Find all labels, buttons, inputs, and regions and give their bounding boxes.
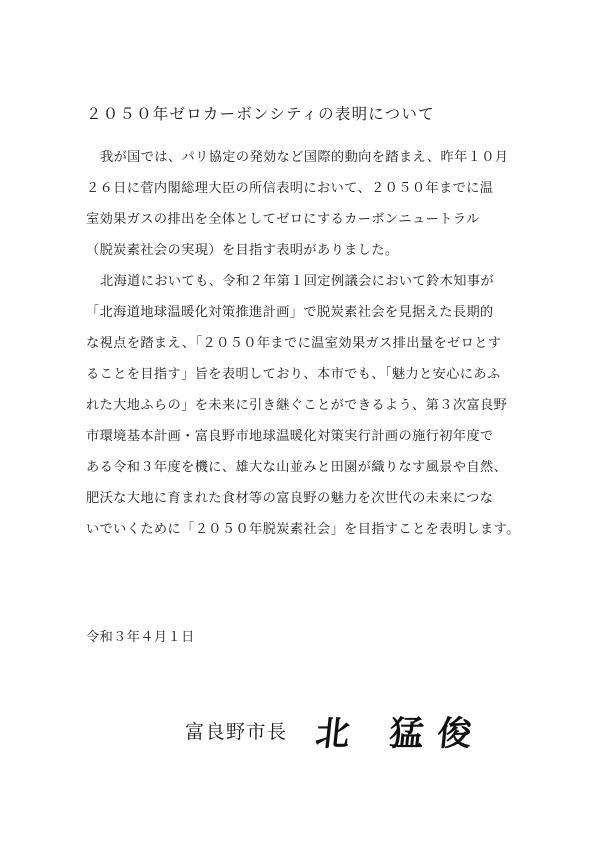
body-line-5: 北海道においても、令和２年第１回定例議会において鈴木知事が xyxy=(100,274,495,289)
body-line-2: ２６日に菅内閣総理大臣の所信表明において、２０５０年までに温 xyxy=(86,181,494,196)
body-line-9: れた大地ふらの」を未来に引き継ぐことができるよう、第３次富良野 xyxy=(86,398,508,413)
body-line-1: 我が国では、パリ協定の発効など国際的動向を踏まえ、昨年１０月 xyxy=(100,150,509,165)
body-line-7: な視点を踏まえ、「２０５０年までに温室効果ガス排出量をゼロとす xyxy=(86,336,502,351)
signatory-title: 富良野市長 xyxy=(185,720,288,743)
document-title: ２０５０年ゼロカーボンシティの表明について xyxy=(86,105,435,123)
body-line-4: （脱炭素社会の実現）を目指す表明がありました。 xyxy=(86,243,399,258)
body-line-13: いでいくために「２０５０年脱炭素社会」を目指すことを表明します。 xyxy=(86,522,520,537)
body-line-11: ある令和３年度を機に、雄大な山並みと田園が織りなす風景や自然、 xyxy=(86,460,508,475)
body-line-3: 室効果ガスの排出を全体としてゼロにするカーボンニュートラル xyxy=(86,212,480,227)
body-line-12: 肥沃な大地に育まれた食材等の富良野の魅力を次世代の未来につな xyxy=(86,491,494,506)
document-date: 令和３年４月１日 xyxy=(86,630,195,645)
body-line-6: 「北海道地球温暖化対策推進計画」で脱炭素社会を見据えた長期的 xyxy=(86,305,494,320)
body-line-10: 市環境基本計画・富良野市地球温暖化対策実行計画の施行初年度で xyxy=(86,429,494,444)
signature-block xyxy=(185,705,488,755)
signature-name: 北 猛俊 xyxy=(313,713,488,754)
body-line-8: ることを目指す」旨を表明しており、本市でも、「魅力と安心にあふ xyxy=(86,367,501,382)
document-body xyxy=(86,142,526,545)
